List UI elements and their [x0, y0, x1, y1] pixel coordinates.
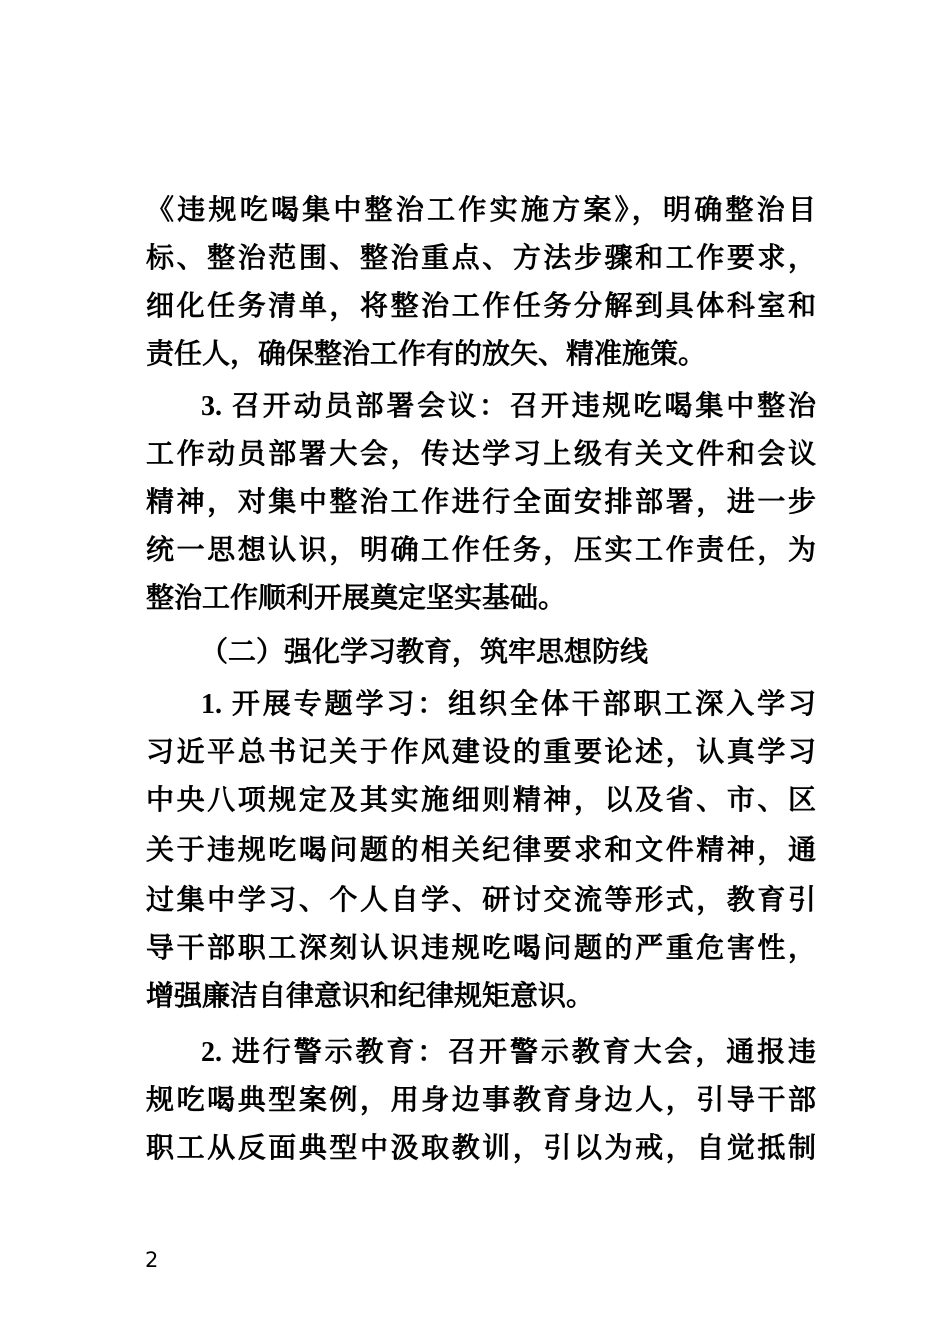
text-line-13: 中央八项规定及其实施细则精神，以及省、市、区: [146, 783, 816, 816]
text-line-2: 标、整治范围、整治重点、方法步骤和工作要求，: [146, 241, 816, 274]
text-line-14: 关于违规吃喝问题的相关纪律要求和文件精神，通: [146, 833, 816, 866]
text-line-15: 过集中学习、个人自学、研讨交流等形式，教育引: [146, 883, 816, 916]
text-line-16: 导干部职工深刻认识违规吃喝问题的严重危害性，: [146, 931, 816, 964]
page-number: 2: [145, 1248, 159, 1272]
item-1-heading-line: 1. 开展专题学习：组织全体干部职工深入学习: [201, 687, 816, 720]
text-line-19: 规吃喝典型案例，用身边事教育身边人，引导干部: [146, 1083, 816, 1116]
item-2-heading-line: 2. 进行警示教育：召开警示教育大会，通报违: [201, 1035, 816, 1068]
text-line-4: 责任人，确保整治工作有的放矢、精准施策。: [146, 337, 707, 370]
text-line-7: 精神，对集中整治工作进行全面安排部署，进一步: [146, 485, 816, 518]
item-number-3: 3.: [201, 391, 232, 422]
text-line-9: 整治工作顺利开展奠定坚实基础。: [146, 581, 567, 614]
text-line-20: 职工从反面典型中汲取教训，引以为戒，自觉抵制: [146, 1131, 816, 1164]
text-line-6: 工作动员部署大会，传达学习上级有关文件和会议: [146, 437, 816, 470]
text-line-8: 统一思想认识，明确工作任务，压实工作责任，为: [146, 533, 816, 566]
text-line-3: 细化任务清单，将整治工作任务分解到具体科室和: [146, 289, 816, 322]
text-line-1: 《违规吃喝集中整治工作实施方案》，明确整治目: [146, 193, 816, 226]
item-number-1: 1.: [201, 689, 232, 720]
text-line-12: 习近平总书记关于作风建设的重要论述，认真学习: [146, 735, 816, 768]
text-line-17: 增强廉洁自律意识和纪律规矩意识。: [146, 979, 595, 1012]
item-number-2: 2.: [201, 1037, 232, 1068]
section-heading: （二）强化学习教育，筑牢思想防线: [200, 635, 649, 668]
item-3-heading-line: 3. 召开动员部署会议：召开违规吃喝集中整治: [201, 389, 816, 422]
